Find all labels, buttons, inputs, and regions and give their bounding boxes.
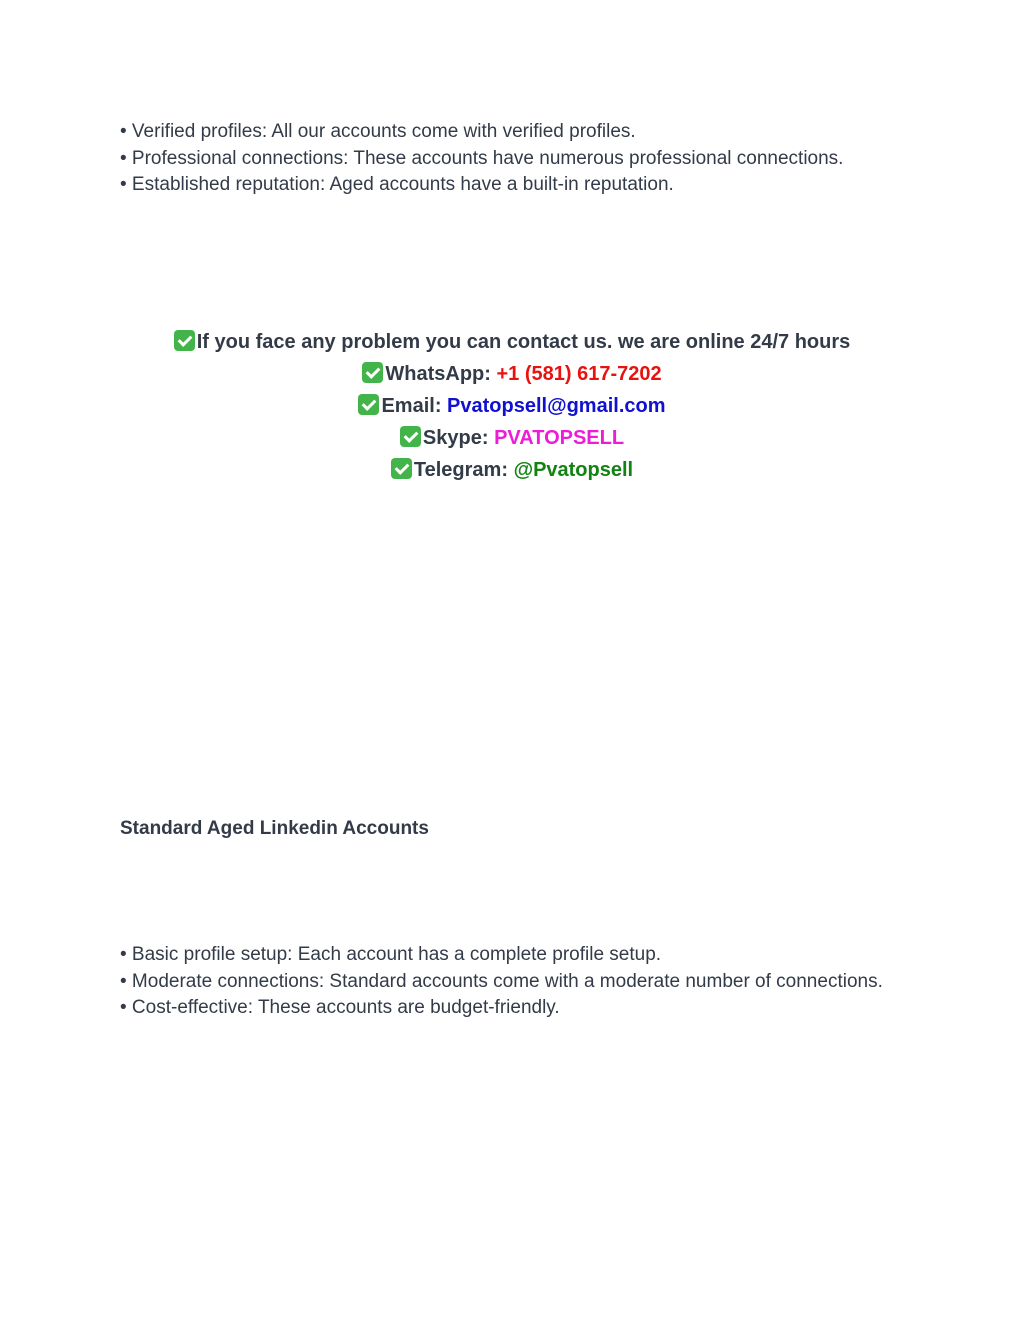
skype-label: Skype: — [422, 427, 495, 449]
feature-bullet-list — [120, 119, 910, 199]
skype-handle[interactable]: PVATOPSELL — [494, 427, 625, 449]
bullet-established-reputation: • Established reputation: Aged accounts have a built-in reputation. — [120, 174, 674, 195]
check-icon — [358, 394, 379, 415]
check-icon — [362, 362, 383, 383]
email-address[interactable]: Pvatopsell@gmail.com — [447, 395, 666, 417]
check-icon — [391, 458, 412, 479]
whatsapp-label: WhatsApp: — [385, 363, 497, 385]
contact-email-line — [0, 390, 1024, 422]
telegram-handle[interactable]: @Pvatopsell — [513, 459, 634, 481]
check-icon — [174, 330, 195, 351]
section-heading: Standard Aged Linkedin Accounts — [120, 818, 429, 839]
bullet-basic-profile-setup: • Basic profile setup: Each account has a complete profile setup. — [120, 944, 662, 965]
bullet-professional-connections: • Professional connections: These accounts have numerous professional connections. — [120, 147, 844, 169]
contact-telegram-line — [0, 454, 1024, 486]
contact-block — [0, 326, 1024, 486]
standard-accounts-bullet-list — [120, 942, 910, 1022]
contact-intro-line — [0, 326, 1024, 358]
contact-intro-text: If you face any problem you can contact us. we are online 24/7 hours — [196, 331, 851, 353]
bullet-verified-profiles: • Verified profiles: All our accounts come with verified profiles. — [120, 121, 636, 142]
contact-whatsapp-line — [0, 358, 1024, 390]
contact-skype-line — [0, 422, 1024, 454]
bullet-moderate-connections: • Moderate connections: Standard accounts come with a moderate number of connections. — [120, 970, 883, 992]
email-label: Email: — [381, 395, 448, 417]
bullet-cost-effective: • Cost-effective: These accounts are budget-friendly. — [120, 997, 560, 1018]
telegram-label: Telegram: — [413, 459, 514, 481]
whatsapp-number[interactable]: +1 (581) 617-7202 — [496, 363, 662, 385]
check-icon — [400, 426, 421, 447]
